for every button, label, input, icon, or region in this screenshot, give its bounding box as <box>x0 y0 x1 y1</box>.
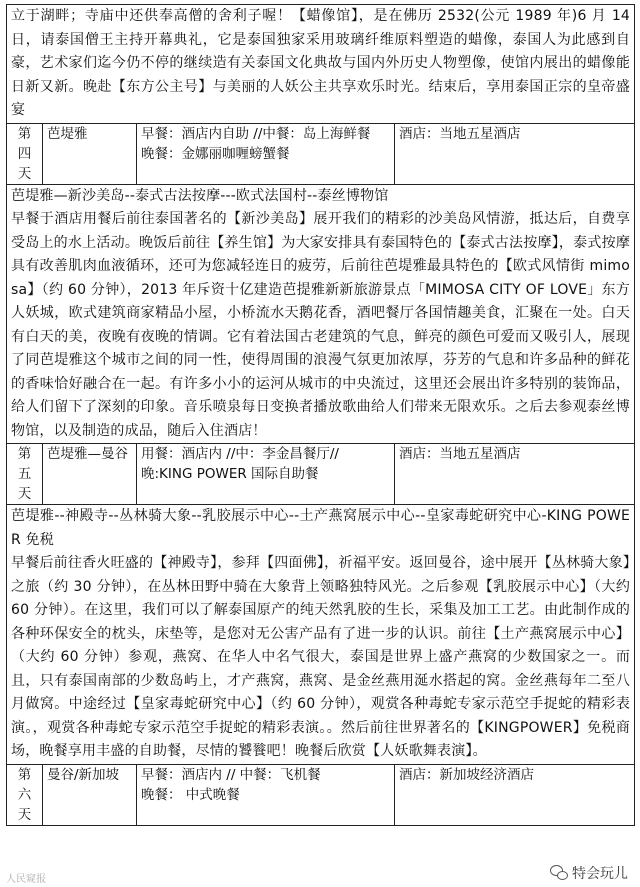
day-6-meals <box>137 764 395 825</box>
day-5-detail <box>7 505 635 765</box>
day-6-label: 第 六 天 <box>7 764 43 825</box>
day-5-meals-line2: 晚:KING POWER 国际自助餐 <box>141 466 319 482</box>
corner-watermark: 人民窥报 <box>6 874 46 885</box>
day-5-label: 第 五 天 <box>7 444 43 505</box>
day-4-row <box>7 123 635 184</box>
day-4-detail <box>7 184 635 444</box>
day-6-row <box>7 764 635 825</box>
day-4-hotel: 酒店：当地五星酒店 <box>395 123 635 184</box>
itinerary-table <box>6 4 635 826</box>
day-4-meals-line1: 早餐：酒店内自助 //中餐：岛上海鲜餐 <box>141 125 371 142</box>
day-6-hotel: 酒店：新加坡经济酒店 <box>395 764 635 825</box>
day-4-description: 早餐于酒店用餐后前往泰国著名的【新沙美岛】展开我们的精彩的沙美岛风情游，抵达后，自费享受岛上的水上活动。晚饭后前往【养生馆】为大家安排具有泰国特色的【泰式古法按摩】，泰式按摩具有改善肌肉血液循环，还可为您减轻连日的疲劳，后前往芭堤雅最具特色的【欧式风情街 mimosa】（约 60 分钟），2013 年斥资十亿建造芭提雅新新旅游景点「MIMOSA CITY OF LOVE」东方人妖城，欧式建筑商家精品小屋，小桥流水天鹅花香，酒吧餐厅各国情趣美食，汇聚在一处。白天有白天的美，夜晚有夜晚的情调。它有着法国古老建筑的气息，鲜亮的颜色可爱而又吸引人，展现了同芭堤雅这个城市之间的同一性，使得周围的浪漫气氛更加浓厚，芬芳的气息和许多品种的鲜花的香味恰好融合在一起。有许多小小的运河从城市的中央流过，这里还会展出许多特别的装饰品，给人们留下了深刻的印象。音乐喷泉每日变换者播放歌曲给人们带来无限欢乐。之后去参观泰丝博物馆，以及制造的成品，随后入住酒店！ <box>11 211 631 439</box>
day-4-meals <box>137 123 395 184</box>
day-4-meals-line2: 晚餐：金娜丽咖喱螃蟹餐 <box>141 145 290 162</box>
itinerary-page <box>6 4 634 826</box>
day-5-row <box>7 444 635 505</box>
day-5-meals <box>137 444 395 505</box>
day-5-hotel: 酒店：当地五星酒店 <box>395 444 635 505</box>
day-6-meals-line2: 晚餐： 中式晚餐 <box>141 786 240 803</box>
day-4-route: 芭堤雅—新沙美岛--泰式古法按摩---欧式法国村--泰丝博物馆 <box>11 187 389 204</box>
intro-text: 立于湖畔；寺庙中还供奉高僧的舍利子喔！【蜡像馆】，是在佛历 2532(公元 1989 年)6 月 14 日，请泰国僧王主持开幕典礼，它是泰国独家采用玻璃纤维原料塑造的蜡像，泰国人为此感到自豪，艺术家们迄今仍不停的继续造有关泰国文化典故与国内外历史人物塑像，使馆内展出的蜡像能日新又新。晚赴【东方公主号】与美丽的人妖公主共享欢乐时光。结束后，享用泰国正宗的皇帝盛宴 <box>7 5 635 124</box>
account-watermark <box>548 863 630 883</box>
day-5-description: 早餐后前往香火旺盛的【神殿寺】，参拜【四面佛】，祈福平安。返回曼谷，途中展开【丛林骑大象】之旅（约 30 分钟），在丛林田野中骑在大象背上领略独特风光。之后参观【乳胶展示中心】（大约 60 分钟）。在这里，我们可以了解泰国原产的纯天然乳胶的生长，采集及加工工艺。由此制作成的各种环保安全的枕头，床垫等，是您对无公害产品有了进一步的认识。前往【土产燕窝展示中心】（大约 60 分钟）参观，燕窝、在华人中名气很大，泰国是世界上盛产燕窝的少数国家之一。而且，只有泰国南部的少数岛屿上，才产燕窝，燕窝、是金丝燕用涎水搭起的窝。金丝燕每年二至八月做窝。中途经过【皇家毒蛇研究中心】（约 60 分钟），观赏各种毒蛇专家示范空手捉蛇的精彩表演。，观赏各种毒蛇专家示范空手捉蛇的精彩表演。。然后前往世界著名的【KINGPOWER】免税商场，晚餐享用丰盛的自助餐，尽情的饕餮吧！晚餐后欣赏【人妖歌舞表演】。 <box>11 555 631 759</box>
intro-row <box>7 5 635 124</box>
day-5-detail-row <box>7 505 635 765</box>
day-5-route: 芭堤雅--神殿寺--丛林骑大象--乳胶展示中心--土产燕窝展示中心--皇家毒蛇研究中心-KING POWER 免税 <box>11 508 631 548</box>
day-4-label: 第 四 天 <box>7 123 43 184</box>
day-4-detail-row <box>7 184 635 444</box>
day-6-city: 曼谷/新加坡 <box>43 764 137 825</box>
day-4-city: 芭堤雅 <box>43 123 137 184</box>
account-watermark-label: 特会玩儿 <box>572 866 628 882</box>
wechat-icon <box>550 865 568 881</box>
day-5-meals-line1: 用餐：酒店内 //中：李金昌餐厅// <box>141 446 339 462</box>
day-5-city: 芭堤雅—曼谷 <box>43 444 137 505</box>
day-6-meals-line1: 早餐：酒店内 // 中餐：飞机餐 <box>141 766 321 783</box>
